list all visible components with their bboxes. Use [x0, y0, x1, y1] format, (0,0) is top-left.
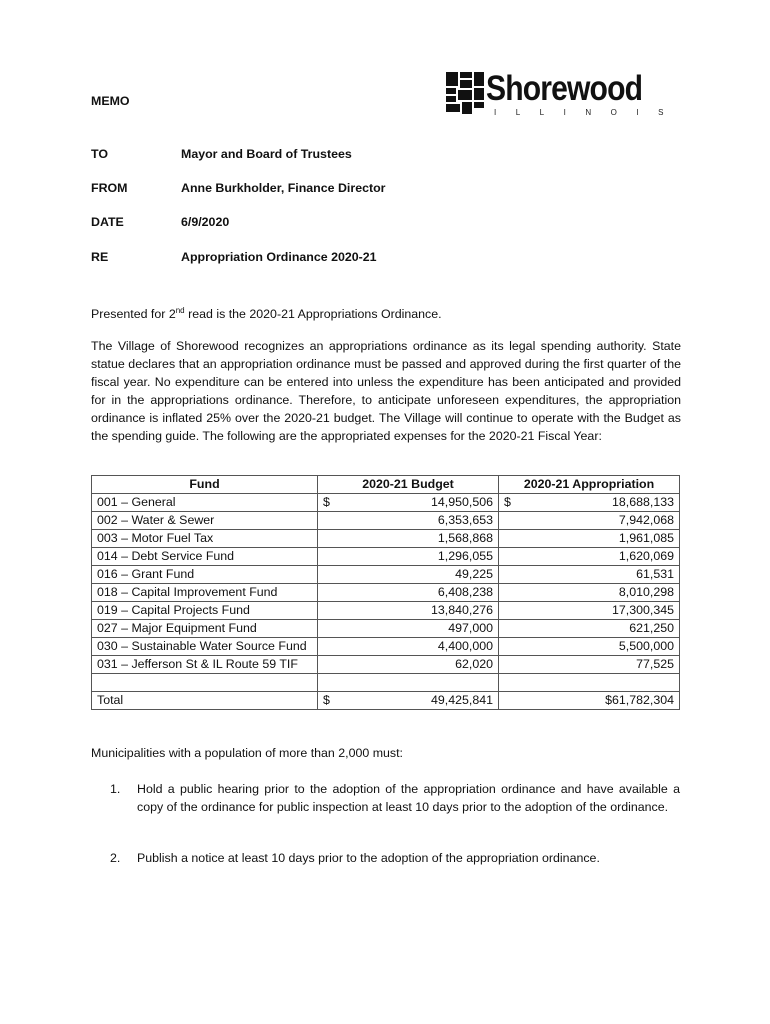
- appropriations-table: [91, 475, 680, 710]
- appropriation-value: 5,500,000: [618, 639, 674, 653]
- fund-name: 018 – Capital Improvement Fund: [92, 584, 318, 602]
- total-appropriation-cell: [499, 692, 680, 710]
- header-key: DATE: [91, 215, 124, 229]
- header-key: RE: [91, 250, 109, 264]
- budget-cell: [318, 620, 499, 638]
- appropriation-value: 1,620,069: [618, 549, 674, 563]
- table-row: [92, 566, 680, 584]
- body-paragraph: The Village of Shorewood recognizes an appropriations ordinance as its legal spending authority. State statue declares that an appropriation ordinance must be passed and approved during the first quarter of the fiscal year. No expenditure can be entered into unless the expenditure has been anticipated and provided for in the appropriations ordinance. Therefore, to anticipate unforeseen expenditures, the appropriation ordinance is inflated 25% over the 2020-21 budget. The Village will continue to operate with the Budget as the spending guide. The following are the appropriated expenses for the 2020-21 Fiscal Year:: [91, 339, 681, 443]
- budget-value: 497,000: [448, 621, 493, 635]
- col-budget: 2020-21 Budget: [318, 476, 499, 494]
- fund-name: 003 – Motor Fuel Tax: [92, 530, 318, 548]
- total-budget-value: 49,425,841: [430, 693, 493, 707]
- budget-value: 4,400,000: [437, 639, 493, 653]
- currency-symbol: $: [504, 495, 511, 509]
- intro-post: read is the 2020-21 Appropriations Ordinance.: [184, 307, 442, 322]
- appropriation-value: 17,300,345: [611, 603, 674, 617]
- intro-pre: Presented for 2: [91, 307, 176, 322]
- appropriation-cell: [499, 584, 680, 602]
- appropriation-cell: [499, 602, 680, 620]
- table-row: [92, 602, 680, 620]
- budget-value: 13,840,276: [430, 603, 493, 617]
- budget-cell: [318, 494, 499, 512]
- budget-cell: [318, 602, 499, 620]
- budget-cell: [318, 512, 499, 530]
- fund-name: 002 – Water & Sewer: [92, 512, 318, 530]
- fund-name: 001 – General: [92, 494, 318, 512]
- budget-value: 1,568,868: [437, 531, 493, 545]
- empty-cell: [318, 674, 499, 692]
- fund-name: 030 – Sustainable Water Source Fund: [92, 638, 318, 656]
- budget-cell: [318, 584, 499, 602]
- header-re: [91, 250, 377, 264]
- appropriation-value: 77,525: [636, 657, 674, 671]
- header-value: Appropriation Ordinance 2020-21: [181, 250, 377, 264]
- appropriation-cell: [499, 530, 680, 548]
- header-from: [91, 181, 386, 195]
- requirement-text: Hold a public hearing prior to the adoption of the appropriation ordinance and have available a copy of the ordinance for public inspection at least 10 days prior to the adoption of the ordinance.: [137, 782, 680, 814]
- header-key: TO: [91, 147, 108, 161]
- requirement-text: Publish a notice at least 10 days prior to the adoption of the appropriation ordinance.: [137, 851, 600, 865]
- appropriation-cell: [499, 548, 680, 566]
- empty-cell: [499, 674, 680, 692]
- appropriation-cell: [499, 620, 680, 638]
- logo-name: Shorewood: [486, 69, 643, 108]
- currency-symbol: $: [323, 495, 330, 509]
- table-header-row: [92, 476, 680, 494]
- table-body: [92, 494, 680, 710]
- fund-name: 016 – Grant Fund: [92, 566, 318, 584]
- currency-symbol: $: [323, 693, 330, 707]
- fund-name: 019 – Capital Projects Fund: [92, 602, 318, 620]
- memo-title: MEMO: [91, 94, 130, 108]
- shorewood-emblem-icon: [446, 70, 486, 116]
- fund-name: 031 – Jefferson St & IL Route 59 TIF: [92, 656, 318, 674]
- col-appropriation: 2020-21 Appropriation: [499, 476, 680, 494]
- header-value: 6/9/2020: [181, 215, 230, 229]
- logo-state: ILLINOIS: [494, 108, 683, 117]
- header-key: FROM: [91, 181, 128, 195]
- intro-paragraph: [91, 302, 681, 323]
- intro-sup: nd: [175, 306, 185, 315]
- table-row: [92, 584, 680, 602]
- table-row: [92, 548, 680, 566]
- appropriation-cell: [499, 638, 680, 656]
- table-spacer-row: [92, 674, 680, 692]
- requirement-number: 2.: [110, 851, 121, 865]
- appropriation-value: 621,250: [629, 621, 674, 635]
- appropriation-value: 7,942,068: [618, 513, 674, 527]
- budget-value: 49,225: [455, 567, 493, 581]
- header-date: [91, 215, 229, 229]
- table-row: [92, 512, 680, 530]
- requirements-intro: Municipalities with a population of more than 2,000 must:: [91, 746, 404, 760]
- budget-cell: [318, 530, 499, 548]
- total-label: Total: [92, 692, 318, 710]
- appropriation-value: 61,531: [636, 567, 674, 581]
- table-row: [92, 638, 680, 656]
- appropriation-cell: [499, 566, 680, 584]
- appropriation-value: 18,688,133: [611, 495, 674, 509]
- budget-value: 6,353,653: [437, 513, 493, 527]
- appropriation-cell: [499, 512, 680, 530]
- requirement-item: [110, 780, 680, 816]
- budget-value: 62,020: [455, 657, 493, 671]
- header-value: Mayor and Board of Trustees: [181, 147, 352, 161]
- total-appropriation-value: $61,782,304: [605, 693, 674, 707]
- empty-cell: [92, 674, 318, 692]
- budget-cell: [318, 638, 499, 656]
- table-row: [92, 620, 680, 638]
- table-total-row: [92, 692, 680, 710]
- table-row: [92, 656, 680, 674]
- budget-value: 14,950,506: [430, 495, 493, 509]
- header-to: [91, 147, 352, 161]
- fund-name: 027 – Major Equipment Fund: [92, 620, 318, 638]
- table-row: [92, 494, 680, 512]
- table-row: [92, 530, 680, 548]
- budget-cell: [318, 548, 499, 566]
- budget-cell: [318, 566, 499, 584]
- appropriation-cell: [499, 656, 680, 674]
- appropriation-value: 8,010,298: [618, 585, 674, 599]
- shorewood-logo: [446, 69, 683, 118]
- budget-cell: [318, 656, 499, 674]
- fund-name: 014 – Debt Service Fund: [92, 548, 318, 566]
- total-budget-cell: [318, 692, 499, 710]
- requirement-item: [110, 849, 680, 867]
- appropriation-value: 1,961,085: [618, 531, 674, 545]
- col-fund: Fund: [92, 476, 318, 494]
- requirement-number: 1.: [110, 782, 121, 796]
- header-value: Anne Burkholder, Finance Director: [181, 181, 386, 195]
- budget-value: 1,296,055: [437, 549, 493, 563]
- budget-value: 6,408,238: [437, 585, 493, 599]
- appropriation-cell: [499, 494, 680, 512]
